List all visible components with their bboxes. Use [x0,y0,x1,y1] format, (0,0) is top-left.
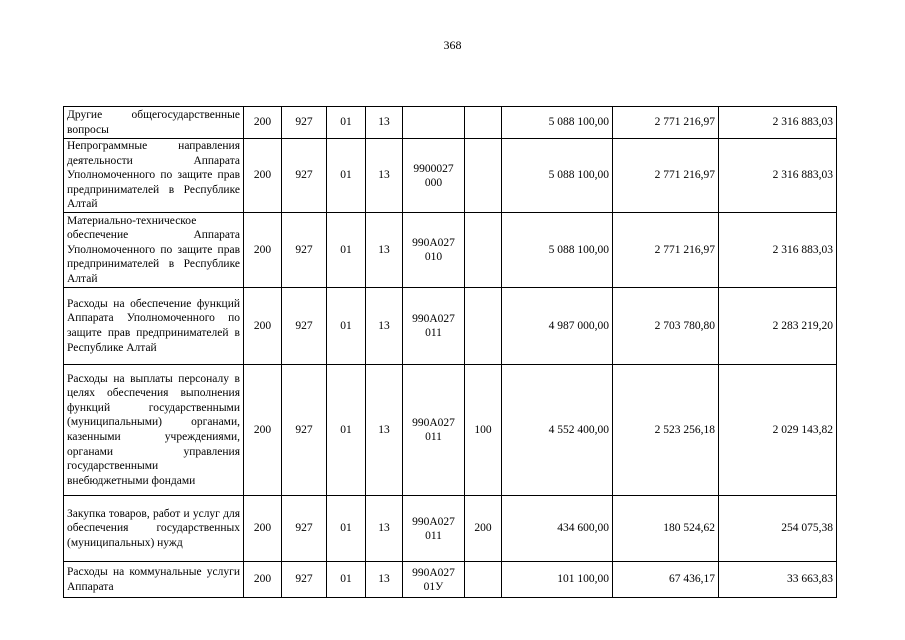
target-article-line: 990А027 [412,515,455,528]
cell-ved: 927 [282,288,327,365]
cell-subsection: 13 [366,496,403,562]
cell-amount-approved: 101 100,00 [502,562,613,598]
table-row [64,107,837,139]
cell-ved: 927 [282,365,327,496]
cell-grbs: 200 [244,288,282,365]
cell-section: 01 [327,139,366,213]
cell-section: 01 [327,107,366,139]
cell-amount-executed: 2 523 256,18 [613,365,719,496]
cell-expense-type: 200 [465,496,502,562]
cell-target-article [403,213,465,288]
cell-amount-approved: 4 552 400,00 [502,365,613,496]
target-article-line: 000 [424,176,443,189]
target-article-line: 011 [425,327,442,339]
cell-amount-remaining: 2 029 143,82 [719,365,837,496]
cell-subsection: 13 [366,288,403,365]
cell-amount-executed: 2 771 216,97 [613,107,719,139]
table-row [64,365,837,496]
cell-amount-remaining: 2 316 883,03 [719,107,837,139]
cell-grbs: 200 [244,365,282,496]
cell-amount-executed: 67 436,17 [613,562,719,598]
cell-ved: 927 [282,107,327,139]
table-row [64,213,837,288]
row-name: Закупка товаров, работ и услуг для обеспечения государственных (муниципальных) нужд [64,496,244,562]
cell-ved: 927 [282,213,327,288]
cell-amount-executed: 180 524,62 [613,496,719,562]
row-name: Непрограммные направления деятельности Аппарата Уполномоченного по защите прав предпринимателей в Республике Алтай [64,139,244,213]
cell-amount-approved: 5 088 100,00 [502,139,613,213]
cell-amount-remaining: 2 316 883,03 [719,213,837,288]
target-article-line: 010 [424,251,443,263]
cell-target-article [403,496,465,562]
cell-section: 01 [327,562,366,598]
cell-expense-type [465,288,502,365]
cell-subsection: 13 [366,213,403,288]
cell-subsection: 13 [366,562,403,598]
cell-subsection: 13 [366,139,403,213]
budget-table [63,106,837,598]
cell-grbs: 200 [244,562,282,598]
cell-amount-approved: 5 088 100,00 [502,213,613,288]
cell-subsection: 13 [366,365,403,496]
cell-amount-approved: 5 088 100,00 [502,107,613,139]
cell-amount-executed: 2 771 216,97 [613,213,719,288]
cell-expense-type [465,139,502,213]
target-article-line: 990А027 [412,566,455,579]
cell-grbs: 200 [244,107,282,139]
cell-expense-type [465,562,502,598]
cell-target-article [403,107,465,139]
cell-expense-type [465,213,502,288]
target-article-line: 990А027 [412,313,455,325]
cell-ved: 927 [282,139,327,213]
cell-subsection: 13 [366,107,403,139]
cell-amount-executed: 2 703 780,80 [613,288,719,365]
cell-section: 01 [327,288,366,365]
cell-section: 01 [327,365,366,496]
cell-grbs: 200 [244,139,282,213]
cell-amount-approved: 4 987 000,00 [502,288,613,365]
row-name: Расходы на выплаты персоналу в целях обеспечения выполнения функций государственными (муниципальными) органами, казенными учреждениями, органами управления государственными внебюджетными фондами [64,365,244,496]
row-name: Другие общегосударственные вопросы [64,107,244,139]
cell-expense-type: 100 [465,365,502,496]
target-article-line: 990А027 [412,417,455,429]
target-article-line: 990А027 [412,237,455,249]
cell-target-article [403,139,465,213]
table-row [64,139,837,213]
cell-amount-remaining: 2 283 219,20 [719,288,837,365]
cell-expense-type [465,107,502,139]
cell-amount-executed: 2 771 216,97 [613,139,719,213]
cell-amount-approved: 434 600,00 [502,496,613,562]
cell-grbs: 200 [244,213,282,288]
row-name: Расходы на обеспечение функций Аппарата Уполномоченного по защите прав предпринимателей в Республике Алтай [64,288,244,365]
target-article-line: 011 [425,529,442,542]
cell-ved: 927 [282,496,327,562]
target-article-line: 011 [425,431,442,443]
cell-ved: 927 [282,562,327,598]
row-name: Материально-техническое обеспечение Аппарата Уполномоченного по защите прав предпринимателей в Республике Алтай [64,213,244,288]
table-row [64,288,837,365]
cell-amount-remaining: 254 075,38 [719,496,837,562]
cell-amount-remaining: 33 663,83 [719,562,837,598]
table-row [64,496,837,562]
cell-grbs: 200 [244,496,282,562]
row-name: Расходы на коммунальные услуги Аппарата [64,562,244,598]
cell-section: 01 [327,213,366,288]
page-number: 368 [443,38,462,52]
cell-section: 01 [327,496,366,562]
table-row [64,562,837,598]
cell-target-article [403,562,465,598]
cell-target-article [403,365,465,496]
target-article-line: 9900027 [413,162,454,175]
target-article-line: 01У [423,580,444,593]
cell-amount-remaining: 2 316 883,03 [719,139,837,213]
cell-target-article [403,288,465,365]
